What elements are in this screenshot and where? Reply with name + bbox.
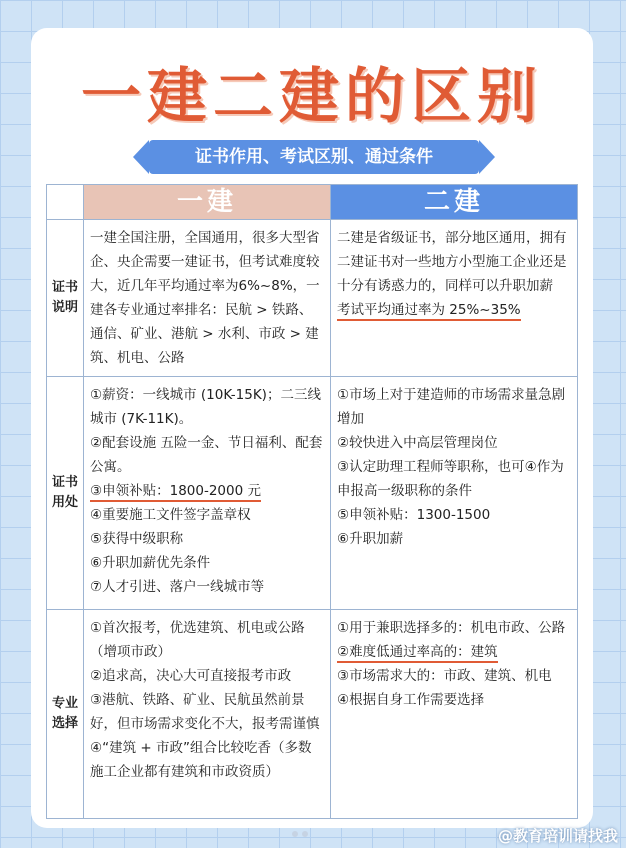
table-row bbox=[47, 377, 578, 610]
table-row bbox=[47, 220, 578, 377]
list-item: ②配套设施 五险一金、节日福利、配套公寓。 bbox=[90, 435, 323, 475]
page-indicator bbox=[292, 822, 312, 841]
table-header-row bbox=[47, 185, 578, 220]
list-item: ①首次报考，优选建筑、机电或公路（增项市政） bbox=[90, 620, 305, 660]
list-item: ①薪资：一线城市 (10K-15K)；二三线城市 (7K-11K)。 bbox=[90, 387, 321, 427]
column-header-erjian: 二建 bbox=[331, 185, 578, 220]
comparison-table bbox=[46, 184, 578, 819]
list-item: ③认定助理工程师等职称，也可④作为申报高一级职称的条件 bbox=[337, 459, 564, 499]
list-item: ①市场上对于建造师的市场需求量急剧增加 bbox=[337, 387, 566, 427]
list-item: ④根据自身工作需要选择 bbox=[337, 692, 485, 708]
list-item: ④“建筑 + 市政”组合比较吃香（多数施工企业都有建筑和市政资质） bbox=[90, 740, 312, 780]
watermark-text: @教育培训请找我 bbox=[497, 827, 618, 845]
list-item: ⑥升职加薪优先条件 bbox=[90, 555, 211, 571]
page-dot bbox=[302, 831, 308, 837]
list-item: ⑤获得中级职称 bbox=[90, 531, 184, 547]
cell-erjian-description bbox=[331, 220, 578, 377]
cell-erjian-use bbox=[331, 377, 578, 610]
subtitle-banner: 证书作用、考试区别、通过条件 bbox=[149, 140, 479, 174]
cell-yijian-description bbox=[84, 220, 331, 377]
row-header-line: 用处 bbox=[51, 495, 78, 510]
infographic-card bbox=[31, 28, 593, 828]
cell-erjian-choice bbox=[331, 610, 578, 819]
cell-yijian-choice bbox=[84, 610, 331, 819]
row-header-certificate-description bbox=[47, 220, 84, 377]
list-item: ②追求高，决心大可直接报考市政 bbox=[90, 668, 292, 684]
cell-text: 二建是省级证书，部分地区通用，拥有二建证书对一些地方小型施工企业还是十分有诱惑力的，同样可以升职加薪 bbox=[337, 230, 567, 294]
list-item: ⑤申领补贴：1300-1500 bbox=[337, 507, 491, 523]
row-header-certificate-use bbox=[47, 377, 84, 610]
table-corner-cell bbox=[47, 185, 84, 220]
list-item-highlight: ③申领补贴：1800-2000 元 bbox=[90, 483, 261, 502]
list-item: ④重要施工文件签字盖章权 bbox=[90, 507, 251, 523]
row-header-line: 说明 bbox=[51, 300, 78, 315]
page-dot bbox=[292, 831, 298, 837]
row-header-line: 选择 bbox=[51, 716, 78, 731]
row-header-line: 专业 bbox=[51, 696, 78, 711]
list-item: ⑦人才引进、落户一线城市等 bbox=[90, 579, 265, 595]
row-header-line: 证书 bbox=[51, 475, 78, 490]
list-item: ②较快进入中高层管理岗位 bbox=[337, 435, 498, 451]
list-item-highlight: ②难度低通过率高的：建筑 bbox=[337, 644, 498, 663]
row-header-major-choice bbox=[47, 610, 84, 819]
cell-yijian-use bbox=[84, 377, 331, 610]
page-title: 一建二建的区别 bbox=[81, 62, 543, 132]
list-item: ⑥升职加薪 bbox=[337, 531, 404, 547]
list-item: ①用于兼职选择多的：机电市政、公路 bbox=[337, 620, 566, 636]
cell-text-highlight: 考试平均通过率为 25%~35% bbox=[337, 302, 521, 321]
row-header-line: 证书 bbox=[51, 280, 78, 295]
column-header-yijian: 一建 bbox=[84, 185, 331, 220]
cell-text: 一建全国注册，全国通用，很多大型省企、央企需要一建证书，但考试难度较大，近几年平均通过率为6%~8%，一建各专业通过率排名：民航 > 铁路、通信、矿业、港航 > 水利、市政 > 建筑、机电、公路 bbox=[90, 230, 320, 366]
list-item: ③市场需求大的：市政、建筑、机电 bbox=[337, 668, 552, 684]
table-row bbox=[47, 610, 578, 819]
list-item: ③港航、铁路、矿业、民航虽然前景好，但市场需求变化不大，报考需谨慎 bbox=[90, 692, 320, 732]
